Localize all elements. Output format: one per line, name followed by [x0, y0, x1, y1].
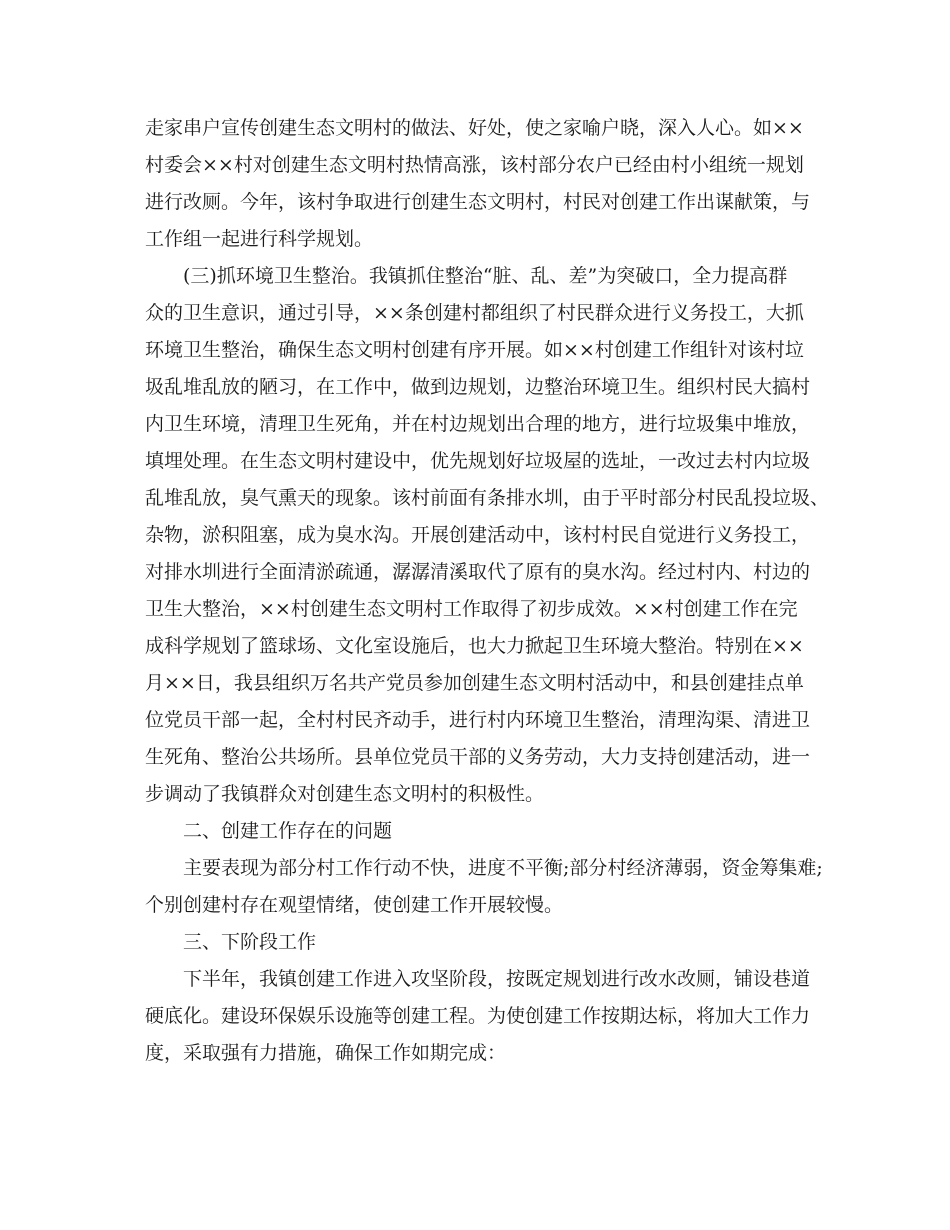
text-line: 走家串户宣传创建生态文明村的做法、好处，使之家喻户晓，深入人心。如×× — [145, 117, 804, 139]
text-line: 工作组一起进行科学规划。 — [145, 228, 374, 250]
text-line: 对排水圳进行全面清淤疏通，潺潺清溪取代了原有的臭水沟。经过村内、村边的 — [145, 561, 811, 583]
text-line: 硬底化。建设环保娱乐设施等创建工程。为使创建工作按期达标，将加大工作力 — [145, 1005, 811, 1027]
text-line: 圾乱堆乱放的陋习，在工作中，做到边规划，边整治环境卫生。组织村民大搞村 — [145, 376, 811, 398]
text-line: 下半年，我镇创建工作进入攻坚阶段，按既定规划进行改水改厕，铺设巷道 — [183, 968, 811, 990]
text-line: 三、下阶段工作 — [183, 931, 317, 953]
text-line: 度，采取强有力措施，确保工作如期完成： — [145, 1042, 507, 1064]
text-line: 卫生大整治，××村创建生态文明村工作取得了初步成效。××村创建工作在完 — [145, 598, 798, 620]
text-line: 村委会××村对创建生态文明村热情高涨，该村部分农户已经由村小组统一规划 — [145, 154, 804, 176]
text-line: 步调动了我镇群众对创建生态文明村的积极性。 — [145, 783, 545, 805]
text-line: 杂物，淤积阻塞，成为臭水沟。开展创建活动中，该村村民自觉进行义务投工， — [145, 524, 811, 546]
text-line: 乱堆乱放，臭气熏天的现象。该村前面有条排水圳，由于平时部分村民乱投垃圾、 — [145, 487, 830, 509]
text-line: 个别创建村存在观望情绪，使创建工作开展较慢。 — [145, 894, 564, 916]
text-line: 成科学规划了篮球场、文化室设施后，也大力掀起卫生环境大整治。特别在×× — [145, 635, 804, 657]
text-line: 月××日，我县组织万名共产党员参加创建生态文明村活动中，和县创建挂点单 — [145, 672, 804, 694]
text-line: 二、创建工作存在的问题 — [183, 820, 393, 842]
text-line: 环境卫生整治，确保生态文明村创建有序开展。如××村创建工作组针对该村垃 — [145, 339, 804, 361]
text-line: 进行改厕。今年，该村争取进行创建生态文明村，村民对创建工作出谋献策，与 — [145, 191, 811, 213]
document-body — [145, 110, 830, 1072]
text-line: (三)抓环境卫生整治。我镇抓住整治“脏、乱、差”为突破口，全力提高群 — [183, 265, 788, 287]
text-line: 众的卫生意识，通过引导，××条创建村都组织了村民群众进行义务投工，大抓 — [145, 302, 804, 324]
text-line: 生死角、整治公共场所。县单位党员干部的义务劳动，大力支持创建活动，进一 — [145, 746, 811, 768]
text-line: 主要表现为部分村工作行动不快，进度不平衡;部分村经济薄弱，资金筹集难; — [183, 857, 823, 879]
text-line: 位党员干部一起，全村村民齐动手，进行村内环境卫生整治，清理沟渠、清进卫 — [145, 709, 811, 731]
text-line: 内卫生环境，清理卫生死角，并在村边规划出合理的地方，进行垃圾集中堆放， — [145, 413, 811, 435]
text-line: 填埋处理。在生态文明村建设中，优先规划好垃圾屋的选址，一改过去村内垃圾 — [145, 450, 811, 472]
